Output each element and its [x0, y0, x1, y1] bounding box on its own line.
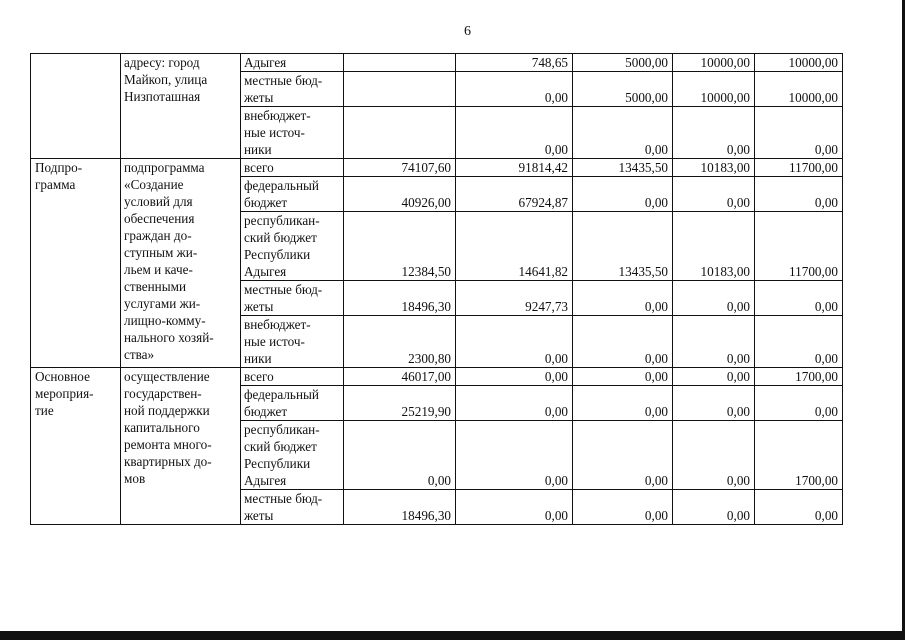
source-cell: местные бюд- жеты	[241, 281, 344, 316]
value-cell: 13435,50	[573, 212, 673, 281]
value-cell: 0,00	[573, 421, 673, 490]
value-cell: 0,00	[573, 490, 673, 525]
value-cell: 11700,00	[755, 212, 843, 281]
value-cell: 0,00	[456, 386, 573, 421]
value-cell: 0,00	[573, 316, 673, 368]
value-cell: 0,00	[673, 107, 755, 159]
value-cell: 0,00	[673, 177, 755, 212]
value-cell: 67924,87	[456, 177, 573, 212]
value-cell: 5000,00	[573, 72, 673, 107]
value-cell: 0,00	[573, 177, 673, 212]
name-cell: осуществление государствен- ной поддержки капитального ремонта много- квартирных до- мов	[121, 368, 241, 525]
value-cell: 12384,50	[344, 212, 456, 281]
value-cell: 0,00	[755, 107, 843, 159]
value-cell: 1700,00	[755, 368, 843, 386]
value-cell: 0,00	[755, 281, 843, 316]
source-cell: республикан- ский бюджет Республики Адыгея	[241, 421, 344, 490]
value-cell: 74107,60	[344, 159, 456, 177]
value-cell: 0,00	[673, 421, 755, 490]
value-cell	[344, 54, 456, 72]
value-cell: 18496,30	[344, 281, 456, 316]
value-cell: 1700,00	[755, 421, 843, 490]
budget-table	[30, 53, 843, 525]
source-cell: республикан- ский бюджет Республики Адыгея	[241, 212, 344, 281]
value-cell	[344, 107, 456, 159]
value-cell: 10183,00	[673, 212, 755, 281]
status-cell: Основное мероприя- тие	[31, 368, 121, 525]
value-cell: 91814,42	[456, 159, 573, 177]
source-cell: внебюджет- ные источ- ники	[241, 107, 344, 159]
value-cell: 0,00	[755, 490, 843, 525]
value-cell: 0,00	[673, 386, 755, 421]
value-cell: 11700,00	[755, 159, 843, 177]
table-row	[31, 54, 843, 72]
value-cell: 0,00	[456, 316, 573, 368]
value-cell: 0,00	[456, 368, 573, 386]
page-number: 6	[464, 24, 471, 39]
name-cell: подпрограмма «Создание условий для обеспечения граждан до- ступным жи- льем и каче- ственными услугами жи- лищно-комму- нального хозяй- ства»	[121, 159, 241, 368]
value-cell: 5000,00	[573, 54, 673, 72]
name-cell: адресу: город Майкоп, улица Низпоташная	[121, 54, 241, 159]
value-cell: 14641,82	[456, 212, 573, 281]
status-cell	[31, 54, 121, 159]
value-cell: 25219,90	[344, 386, 456, 421]
value-cell: 0,00	[755, 386, 843, 421]
value-cell: 13435,50	[573, 159, 673, 177]
source-cell: Адыгея	[241, 54, 344, 72]
source-cell: местные бюд- жеты	[241, 490, 344, 525]
value-cell: 10000,00	[673, 54, 755, 72]
value-cell: 2300,80	[344, 316, 456, 368]
table-row	[31, 368, 843, 386]
value-cell: 0,00	[673, 368, 755, 386]
value-cell: 748,65	[456, 54, 573, 72]
value-cell: 0,00	[456, 107, 573, 159]
value-cell: 10183,00	[673, 159, 755, 177]
value-cell: 0,00	[755, 177, 843, 212]
value-cell: 0,00	[755, 316, 843, 368]
value-cell	[344, 72, 456, 107]
value-cell: 0,00	[573, 386, 673, 421]
scan-edge-bottom	[0, 631, 905, 640]
status-cell: Подпро- грамма	[31, 159, 121, 368]
value-cell: 0,00	[673, 490, 755, 525]
value-cell: 0,00	[573, 281, 673, 316]
value-cell: 9247,73	[456, 281, 573, 316]
source-cell: всего	[241, 159, 344, 177]
value-cell: 46017,00	[344, 368, 456, 386]
value-cell: 0,00	[573, 368, 673, 386]
source-cell: федеральный бюджет	[241, 177, 344, 212]
value-cell: 0,00	[573, 107, 673, 159]
value-cell: 0,00	[456, 72, 573, 107]
value-cell: 0,00	[673, 281, 755, 316]
value-cell: 10000,00	[755, 54, 843, 72]
value-cell: 0,00	[456, 421, 573, 490]
table-row	[31, 159, 843, 177]
value-cell: 0,00	[456, 490, 573, 525]
value-cell: 18496,30	[344, 490, 456, 525]
value-cell: 10000,00	[755, 72, 843, 107]
source-cell: внебюджет- ные источ- ники	[241, 316, 344, 368]
value-cell: 0,00	[344, 421, 456, 490]
value-cell: 40926,00	[344, 177, 456, 212]
source-cell: местные бюд- жеты	[241, 72, 344, 107]
source-cell: федеральный бюджет	[241, 386, 344, 421]
value-cell: 10000,00	[673, 72, 755, 107]
source-cell: всего	[241, 368, 344, 386]
value-cell: 0,00	[673, 316, 755, 368]
